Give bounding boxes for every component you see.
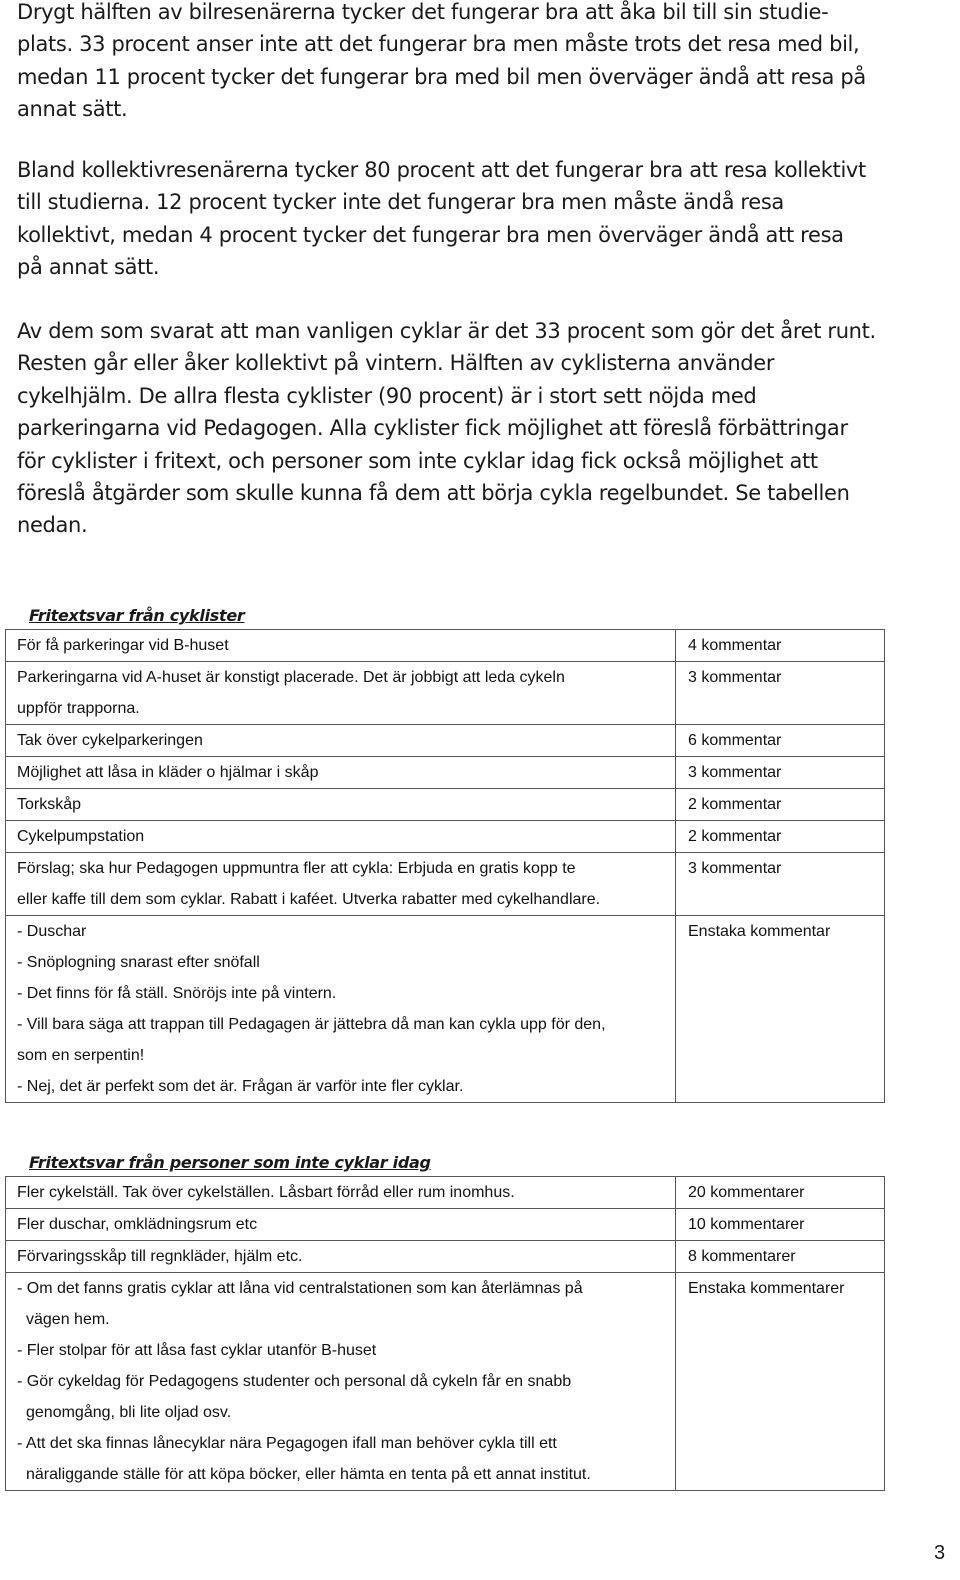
comment-cell [6,662,676,725]
comment-cell [6,853,676,916]
count-cell [676,725,885,757]
table-row [6,1177,885,1209]
table-row [6,1241,885,1273]
count-text: 2 kommentar [688,828,782,845]
text-line: nedan. [17,513,88,538]
text-line: plats. 33 procent anser inte att det fungerar bra men måste trots det resa med bil, [17,32,860,57]
count-cell [676,662,885,725]
comment-text: - Duschar [17,923,87,940]
count-text: 3 kommentar [688,764,782,781]
comment-text: eller kaffe till dem som cyklar. Rabatt i kaféet. Utverka rabatter med cykelhandlare. [17,891,601,908]
comment-text: - Vill bara säga att trappan till Pedagagen är jättebra då man kan cykla upp för den, [17,1016,606,1033]
table-row [6,725,885,757]
text-line: på annat sätt. [17,255,160,280]
table-row [6,821,885,853]
comment-text: genomgång, bli lite oljad osv. [26,1404,232,1421]
comment-cell [6,916,676,1103]
count-text: 20 kommentarer [688,1184,805,1201]
table-row [6,853,885,916]
comment-text: som en serpentin! [17,1047,145,1064]
text-line: Bland kollektivresenärerna tycker 80 procent att det fungerar bra att resa kollektivt [17,158,866,182]
table-row [6,630,885,662]
comment-text: Parkeringarna vid A-huset är konstigt placerade. Det är jobbigt att leda cykeln [17,669,565,686]
count-text: Enstaka kommentarer [688,1280,845,1297]
comment-text: - Det finns för få ställ. Snöröjs inte på vintern. [17,985,337,1002]
comment-text: - Om det fanns gratis cyklar att låna vid centralstationen som kan återlämnas på [17,1280,583,1297]
comment-cell [6,630,676,662]
comment-text: näraliggande ställe för att köpa böcker, eller hämta en tenta på ett annat institut. [26,1466,591,1483]
table-icke-cyklister [5,1176,885,1491]
comment-cell [6,821,676,853]
page-number: 3 [934,1542,946,1564]
comment-cell [6,1209,676,1241]
text-line: annat sätt. [17,97,128,122]
count-cell [676,630,885,662]
comment-cell [6,1177,676,1209]
comment-cell [6,757,676,789]
comment-text: - Fler stolpar för att låsa fast cyklar utanför B-huset [17,1342,377,1359]
table-row [6,1209,885,1241]
count-text: 8 kommentarer [688,1248,796,1265]
comment-text: vägen hem. [26,1311,110,1328]
table-row [6,916,885,1103]
count-text: 6 kommentar [688,732,782,749]
comment-text: Fler cykelställ. Tak över cykelställen. Låsbart förråd eller rum inomhus. [17,1184,515,1201]
comment-cell [6,1273,676,1491]
comment-text: Torkskåp [17,796,82,813]
count-text: 4 kommentar [688,637,782,654]
count-cell [676,1273,885,1491]
count-cell [676,1241,885,1273]
count-text: 2 kommentar [688,796,782,813]
comment-text: - Att det ska finnas lånecyklar nära Pegagogen ifall man behöver cykla till ett [17,1435,557,1452]
text-line: Av dem som svarat att man vanligen cyklar är det 33 procent som gör det året runt. [17,319,876,343]
text-line: Drygt hälften av bilresenärerna tycker det fungerar bra att åka bil till sin studie- [17,0,829,24]
count-cell [676,821,885,853]
count-cell [676,757,885,789]
count-text: Enstaka kommentar [688,923,831,940]
count-cell [676,1209,885,1241]
paragraph-kollektiv [17,154,947,284]
text-line: Resten går eller åker kollektivt på vintern. Hälften av cyklisterna använder [17,351,775,376]
count-cell [676,916,885,1103]
text-line: föreslå åtgärder som skulle kunna få dem att börja cykla regelbundet. Se tabellen [17,481,850,506]
text-line: för cyklister i fritext, och personer som inte cyklar idag fick också möjlighet att [17,448,818,473]
comment-text: - Nej, det är perfekt som det är. Frågan är varför inte fler cyklar. [17,1078,464,1095]
comment-text: - Snöplogning snarast efter snöfall [17,954,260,971]
comment-text: Möjlighet att låsa in kläder o hjälmar i skåp [17,764,319,781]
count-text: 3 kommentar [688,860,782,877]
count-cell [676,853,885,916]
comment-cell [6,725,676,757]
table-row [6,1273,885,1491]
table-row [6,757,885,789]
comment-text: uppför trapporna. [17,700,140,717]
comment-text: Tak över cykelparkeringen [17,732,203,749]
paragraph-cykel [17,315,947,542]
count-cell [676,1177,885,1209]
text-line: kollektivt, medan 4 procent tycker det fungerar bra men överväger ändå att resa [17,222,844,247]
comment-cell [6,1241,676,1273]
comment-text: Cykelpumpstation [17,828,145,845]
text-line: parkeringarna vid Pedagogen. Alla cyklister fick möjlighet att föreslå förbättringar [17,416,848,441]
comment-text: För få parkeringar vid B-huset [17,637,229,654]
count-cell [676,789,885,821]
comment-text: - Gör cykeldag för Pedagogens studenter och personal då cykeln får en snabb [17,1373,572,1390]
count-text: 3 kommentar [688,669,782,686]
text-line: medan 11 procent tycker det fungerar bra med bil men överväger ändå att resa på [17,64,866,89]
table-caption-icke-cyklister: Fritextsvar från personer som inte cyklar idag [29,1153,431,1172]
paragraph-bil [17,0,947,126]
comment-text: Fler duschar, omklädningsrum etc [17,1216,258,1233]
text-line: cykelhjälm. De allra flesta cyklister (90 procent) är i stort sett nöjda med [17,383,757,408]
table-row [6,662,885,725]
text-line: till studierna. 12 procent tycker inte det fungerar bra men måste ändå resa [17,190,784,215]
comment-text: Förvaringsskåp till regnkläder, hjälm etc. [17,1248,303,1265]
table-row [6,789,885,821]
comment-text: Förslag; ska hur Pedagogen uppmuntra fler att cykla: Erbjuda en gratis kopp te [17,860,576,877]
table-cyklister [5,629,885,1103]
count-text: 10 kommentarer [688,1216,805,1233]
table-caption-cyklister: Fritextsvar från cyklister [29,606,245,625]
comment-cell [6,789,676,821]
